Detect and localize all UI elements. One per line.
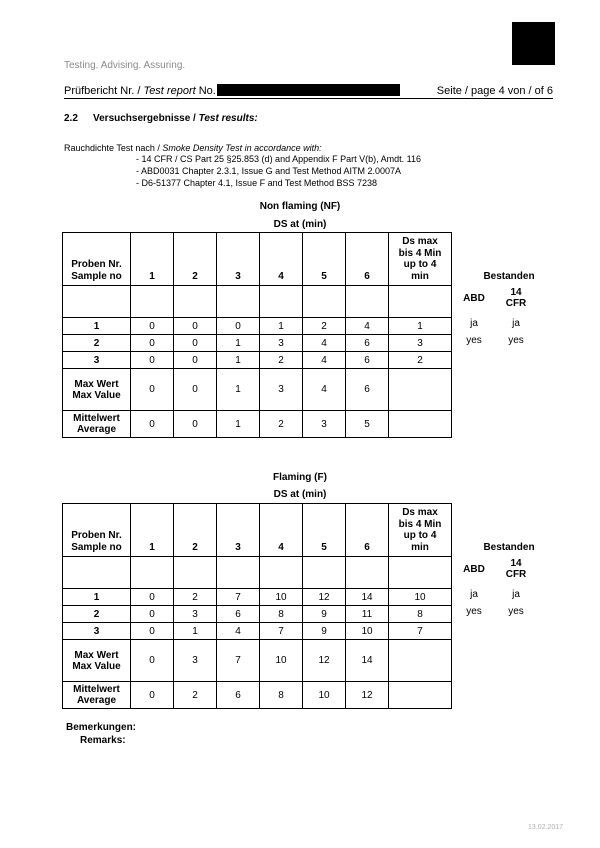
average-label-en: Average xyxy=(76,695,117,706)
table-cell: 4 xyxy=(303,369,346,411)
sample-header-de: Proben Nr. xyxy=(71,530,122,541)
remarks-label-de: Bemerkungen: xyxy=(66,722,137,733)
tagline: Testing. Advising. Assuring. xyxy=(64,60,186,71)
abd-result: yes xyxy=(466,606,482,617)
table-cell: 10 xyxy=(260,640,303,682)
minute-header: 6 xyxy=(346,504,389,557)
minute-header: 2 xyxy=(174,233,217,286)
table-cell: 7 xyxy=(217,640,260,682)
ds-max-line: min xyxy=(411,541,429,553)
average-label xyxy=(63,411,131,438)
table-cell: 12 xyxy=(303,589,346,606)
table-cell: 9 xyxy=(303,606,346,623)
ds-max-cell: 3 xyxy=(389,335,452,352)
sample-label: 3 xyxy=(63,623,131,640)
average-label-de: Mittelwert xyxy=(73,413,120,424)
table-row xyxy=(63,589,452,606)
max-label xyxy=(63,640,131,682)
section-number: 2.2 xyxy=(64,113,78,124)
table-cell: 8 xyxy=(260,606,303,623)
table-cell: 11 xyxy=(346,606,389,623)
ds-max-cell: 10 xyxy=(389,589,452,606)
minute-header: 5 xyxy=(303,233,346,286)
table-cell xyxy=(217,286,260,318)
table-cell: 7 xyxy=(260,623,303,640)
table-row xyxy=(63,318,452,335)
average-label xyxy=(63,682,131,709)
average-label-de: Mittelwert xyxy=(73,684,120,695)
table-cell xyxy=(346,286,389,318)
intro-en: Smoke Density Test in accordance with: xyxy=(162,143,322,153)
ds-max-line: up to 4 xyxy=(403,259,437,270)
minute-header: 4 xyxy=(260,504,303,557)
table-cell xyxy=(174,286,217,318)
max-row xyxy=(63,640,452,682)
table-cell: 3 xyxy=(174,640,217,682)
table-cell: 1 xyxy=(217,369,260,411)
table-row xyxy=(63,352,452,369)
table-cell: 8 xyxy=(260,682,303,709)
table-row xyxy=(63,335,452,352)
table-cell: 4 xyxy=(303,335,346,352)
sample-header-de: Proben Nr. xyxy=(71,259,122,270)
sample-header xyxy=(63,233,131,286)
table-cell: 0 xyxy=(131,318,174,335)
table-cell: 10 xyxy=(260,589,303,606)
intro-text xyxy=(64,143,322,153)
table-cell: 14 xyxy=(346,640,389,682)
abd-result: yes xyxy=(466,335,482,346)
table-cell xyxy=(303,557,346,589)
table-cell: 6 xyxy=(217,682,260,709)
nf-table-title: Non flaming (NF) xyxy=(259,201,341,212)
sample-label: 2 xyxy=(63,335,131,352)
table-cell: 7 xyxy=(217,589,260,606)
max-label xyxy=(63,369,131,411)
ds-max-line: min xyxy=(411,270,429,282)
table-header-row xyxy=(63,233,452,286)
table-cell: 0 xyxy=(131,640,174,682)
table-cell: 0 xyxy=(217,318,260,335)
table-cell: 0 xyxy=(131,411,174,438)
table-cell xyxy=(63,557,131,589)
ds-max-line: up to 4 xyxy=(403,530,437,541)
ds-max-header xyxy=(389,233,452,286)
passed-header: Bestanden xyxy=(483,271,535,282)
cfr-line: CFR xyxy=(505,298,527,309)
ds-max-line: bis 4 Min xyxy=(398,518,442,530)
table-cell xyxy=(131,286,174,318)
table-spacer-row xyxy=(63,557,452,589)
ds-max-cell: 1 xyxy=(389,318,452,335)
table-cell: 2 xyxy=(303,318,346,335)
cfr-result: yes xyxy=(508,606,524,617)
intro-de: Rauchdichte Test nach / xyxy=(64,143,163,153)
table-row xyxy=(63,606,452,623)
report-label-de: Prüfbericht Nr. / xyxy=(64,85,144,97)
minute-header: 2 xyxy=(174,504,217,557)
table-cell xyxy=(303,286,346,318)
minute-header: 1 xyxy=(131,233,174,286)
table-cell: 0 xyxy=(131,335,174,352)
report-label-no: No. xyxy=(198,85,216,97)
cfr-line: 14 xyxy=(510,287,522,298)
average-row xyxy=(63,682,452,709)
minute-header: 3 xyxy=(217,233,260,286)
table-cell: 1 xyxy=(217,335,260,352)
minute-header: 3 xyxy=(217,504,260,557)
abd-result: ja xyxy=(470,318,478,329)
ds-max-cell: 2 xyxy=(389,352,452,369)
standard-item: - D6-51377 Chapter 4.1, Issue F and Test Method BSS 7238 xyxy=(136,178,377,188)
table-cell: 6 xyxy=(217,606,260,623)
sample-label: 1 xyxy=(63,589,131,606)
max-label-de: Max Wert xyxy=(74,649,119,661)
table-cell: 2 xyxy=(260,352,303,369)
table-cell xyxy=(63,286,131,318)
table-cell: 0 xyxy=(131,352,174,369)
table-cell xyxy=(217,557,260,589)
table-header-row xyxy=(63,504,452,557)
standard-item: - 14 CFR / CS Part 25 §25.853 (d) and Appendix F Part V(b), Amdt. 116 xyxy=(136,154,421,164)
minute-header: 6 xyxy=(346,233,389,286)
max-label-en: Max Value xyxy=(72,389,121,401)
table-cell: 1 xyxy=(174,623,217,640)
table-cell: 6 xyxy=(346,335,389,352)
table-cell: 3 xyxy=(260,335,303,352)
table-cell: 3 xyxy=(260,369,303,411)
table-cell: 0 xyxy=(174,335,217,352)
remarks-label-en: Remarks: xyxy=(80,735,126,746)
redacted-report-number xyxy=(217,84,400,96)
sample-header xyxy=(63,504,131,557)
table-cell: 1 xyxy=(217,411,260,438)
table-cell xyxy=(389,640,452,682)
average-label-en: Average xyxy=(76,424,117,435)
table-cell: 2 xyxy=(260,411,303,438)
table-cell: 6 xyxy=(346,352,389,369)
minute-header: 4 xyxy=(260,233,303,286)
table-cell xyxy=(389,286,452,318)
sample-header-en: Sample no xyxy=(71,270,122,282)
table-cell: 3 xyxy=(174,606,217,623)
sample-label: 2 xyxy=(63,606,131,623)
f-table-title: Flaming (F) xyxy=(273,472,327,483)
report-header xyxy=(64,84,553,99)
company-logo xyxy=(512,22,555,65)
table-cell: 10 xyxy=(346,623,389,640)
max-label-en: Max Value xyxy=(72,660,121,672)
table-cell: 0 xyxy=(174,369,217,411)
cfr-header xyxy=(500,558,532,580)
table-cell xyxy=(389,557,452,589)
cfr-result: ja xyxy=(512,589,520,600)
standard-item: - ABD0031 Chapter 2.3.1, Issue G and Test Method AITM 2.0007A xyxy=(136,166,401,176)
sample-label: 1 xyxy=(63,318,131,335)
cfr-line: CFR xyxy=(505,569,527,580)
cfr-header xyxy=(500,287,532,309)
table-cell: 1 xyxy=(217,352,260,369)
table-cell xyxy=(174,557,217,589)
ds-max-line: bis 4 Min xyxy=(398,247,442,259)
abd-header: ABD xyxy=(463,293,485,304)
table-cell: 1 xyxy=(260,318,303,335)
ds-max-cell: 7 xyxy=(389,623,452,640)
table-cell: 14 xyxy=(346,589,389,606)
table-cell: 0 xyxy=(131,682,174,709)
table-cell: 0 xyxy=(174,352,217,369)
table-cell: 2 xyxy=(174,682,217,709)
abd-header: ABD xyxy=(463,564,485,575)
table-cell: 4 xyxy=(346,318,389,335)
cfr-result: yes xyxy=(508,335,524,346)
average-row xyxy=(63,411,452,438)
ds-max-line: Ds max xyxy=(402,236,438,247)
nf-results-table xyxy=(62,232,452,438)
table-cell: 6 xyxy=(346,369,389,411)
max-label-de: Max Wert xyxy=(74,378,119,390)
table-cell: 10 xyxy=(303,682,346,709)
abd-result: ja xyxy=(470,589,478,600)
table-cell xyxy=(260,286,303,318)
report-number-label xyxy=(64,85,216,97)
sample-label: 3 xyxy=(63,352,131,369)
table-cell xyxy=(131,557,174,589)
table-cell: 4 xyxy=(303,352,346,369)
table-cell: 0 xyxy=(131,369,174,411)
table-cell: 5 xyxy=(346,411,389,438)
minute-header: 1 xyxy=(131,504,174,557)
ds-max-cell: 8 xyxy=(389,606,452,623)
f-table-subtitle: DS at (min) xyxy=(273,489,327,500)
report-label-en: Test report xyxy=(143,85,196,97)
table-cell: 0 xyxy=(131,623,174,640)
cfr-line: 14 xyxy=(510,558,522,569)
table-cell: 2 xyxy=(174,589,217,606)
ds-max-line: Ds max xyxy=(402,507,438,518)
table-cell xyxy=(389,369,452,411)
passed-header: Bestanden xyxy=(483,542,535,553)
nf-table-subtitle: DS at (min) xyxy=(273,219,327,230)
table-cell: 0 xyxy=(174,318,217,335)
section-title-en: Test results: xyxy=(198,113,258,124)
cfr-result: ja xyxy=(512,318,520,329)
table-cell xyxy=(346,557,389,589)
section-title xyxy=(64,113,258,124)
table-cell xyxy=(260,557,303,589)
section-title-de: Versuchsergebnisse / xyxy=(93,113,199,124)
table-cell: 0 xyxy=(131,606,174,623)
page-number: Seite / page 4 von / of 6 xyxy=(436,85,553,97)
table-spacer-row xyxy=(63,286,452,318)
f-results-table xyxy=(62,503,452,709)
table-cell xyxy=(389,411,452,438)
table-cell: 0 xyxy=(174,411,217,438)
max-row xyxy=(63,369,452,411)
table-cell: 3 xyxy=(303,411,346,438)
table-cell: 12 xyxy=(346,682,389,709)
table-cell: 9 xyxy=(303,623,346,640)
sample-header-en: Sample no xyxy=(71,541,122,553)
table-cell xyxy=(389,682,452,709)
footer-date: 13.02.2017 xyxy=(528,824,564,831)
table-cell: 0 xyxy=(131,589,174,606)
table-cell: 12 xyxy=(303,640,346,682)
table-row xyxy=(63,623,452,640)
minute-header: 5 xyxy=(303,504,346,557)
remarks xyxy=(66,721,136,747)
ds-max-header xyxy=(389,504,452,557)
table-cell: 4 xyxy=(217,623,260,640)
